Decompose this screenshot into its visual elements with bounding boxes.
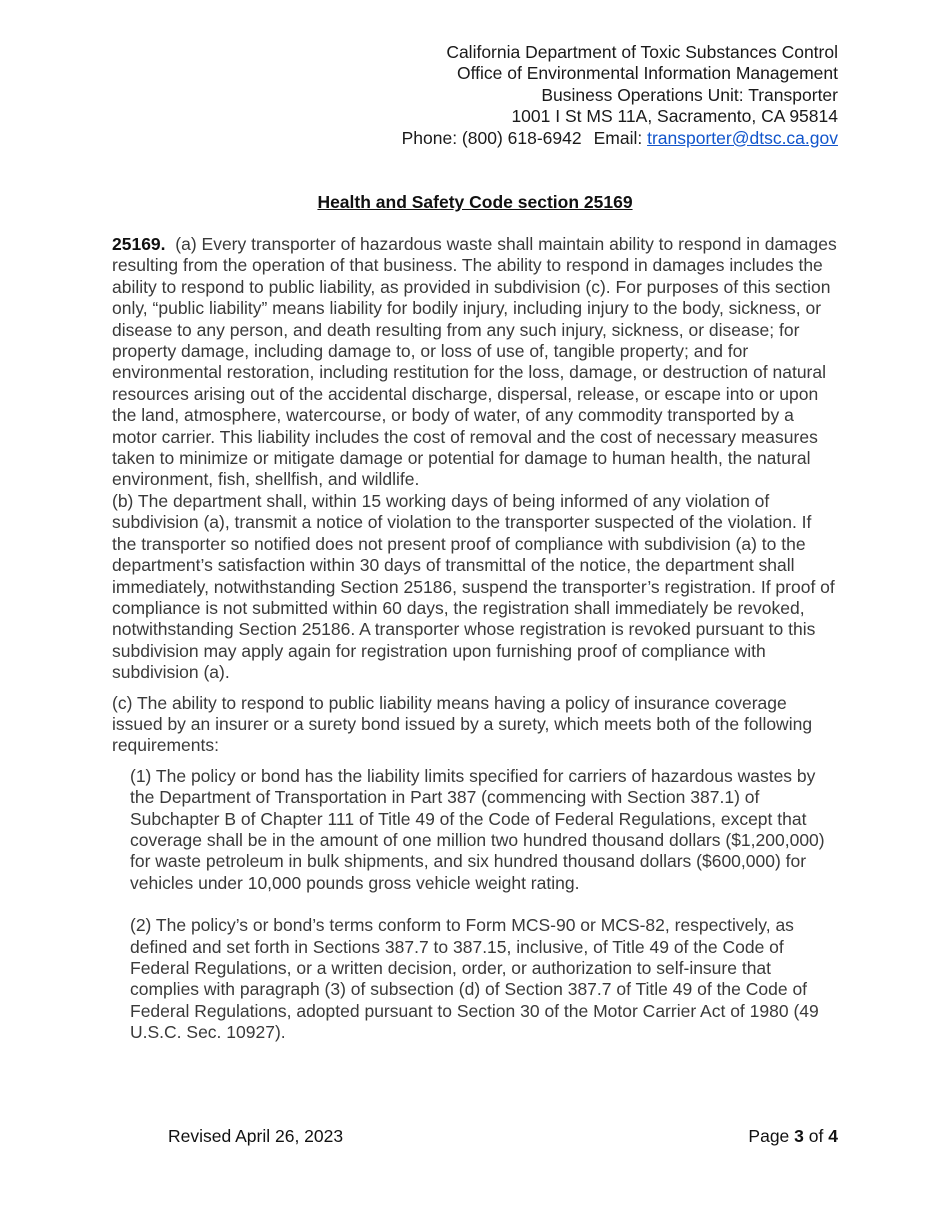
email-label: Email: (593, 127, 643, 148)
paragraph-c-2: (2) The policy’s or bond’s terms conform to Form MCS-90 or MCS-82, respectively, as defined and set forth in Sections 387.7 to 387.15, inclusive, of Title 49 of the Code of Federal Regulations, or a written decision, order, or authorization to self-insure that complies with paragraph (3) of subsection (d) of Section 387.7 of Title 49 of the Code of Federal Regulations, adopted pursuant to Section 30 of the Motor Carrier Act of 1980 (49 U.S.C. Sec. 10927). (130, 915, 819, 1043)
total-pages: 4 (828, 1126, 838, 1146)
current-page: 3 (794, 1126, 804, 1146)
address: 1001 I St MS 11A, Sacramento, CA 95814 (511, 106, 838, 127)
document-title: Health and Safety Code section 25169 (317, 192, 633, 212)
email-link[interactable]: transporter@dtsc.ca.gov (647, 127, 838, 148)
section-number: 25169. (112, 234, 166, 254)
paragraph-b: (b) The department shall, within 15 working days of being informed of any violation of subdivision (a), transmit a notice of violation to the transporter suspected of the violation. If the transporter so notified does not present proof of compliance with subdivision (a) to the department’s satisfaction within 30 days of transmittal of the notice, the department shall immediately, notwithstanding Section 25186, suspend the transporter’s registration. If proof of compliance is not submitted within 60 days, the registration shall immediately be revoked, notwithstanding Section 25186. A transporter whose registration is revoked pursuant to this subdivision may apply again for registration upon furnishing proof of compliance with subdivision (a). (112, 490, 835, 683)
document-body (112, 234, 839, 1044)
revision-date: Revised April 26, 2023 (168, 1126, 344, 1146)
phone: Phone: (800) 618-6942 (401, 127, 582, 148)
page-number: Page 3 of 4 (748, 1126, 838, 1146)
paragraph-c-1: (1) The policy or bond has the liability limits specified for carriers of hazardous wastes by the Department of Transportation in Part 387 (commencing with Section 387.1) of Subchapter B of Chapter 111 of Title 49 of the Code of Federal Regulations, except that coverage shall be in the amount of one million two hundred thousand dollars ($1,200,000) for waste petroleum in bulk shipments, and six hundred thousand dollars ($600,000) for vehicles under 10,000 pounds gross vehicle weight rating. (130, 765, 825, 893)
paragraph-c: (c) The ability to respond to public liability means having a policy of insurance coverage issued by an insurer or a surety bond issued by a surety, which meets both of the following requirements: (112, 692, 813, 756)
agency-name: California Department of Toxic Substances Control (446, 42, 838, 62)
unit-name: Business Operations Unit: Transporter (541, 84, 838, 105)
contact-line (402, 128, 838, 149)
paragraph-a: 25169. (a) Every transporter of hazardous waste shall maintain ability to respond in damages resulting from the operation of that business. The ability to respond in damages includes the ability to respond to public liability, as provided in subdivision (c). For purposes of this section only, “public liability” means liability for bodily injury, including injury to the body, sickness, or disease to any person, and death resulting from any such injury, sickness, or disease; for property damage, including damage to, or loss of use of, tangible property; and for environmental restoration, including restitution for the loss, damage, or destruction of natural resources arising out of the accidental discharge, dispersal, release, or escape into or upon the land, atmosphere, watercourse, or body of water, of any commodity transported by a motor carrier. This liability includes the cost of removal and the cost of necessary measures taken to minimize or mitigate damage or potential for damage to human health, the natural environment, fish, shellfish, and wildlife. (112, 234, 837, 490)
letterhead (402, 42, 838, 149)
office-name: Office of Environmental Information Management (457, 63, 838, 84)
